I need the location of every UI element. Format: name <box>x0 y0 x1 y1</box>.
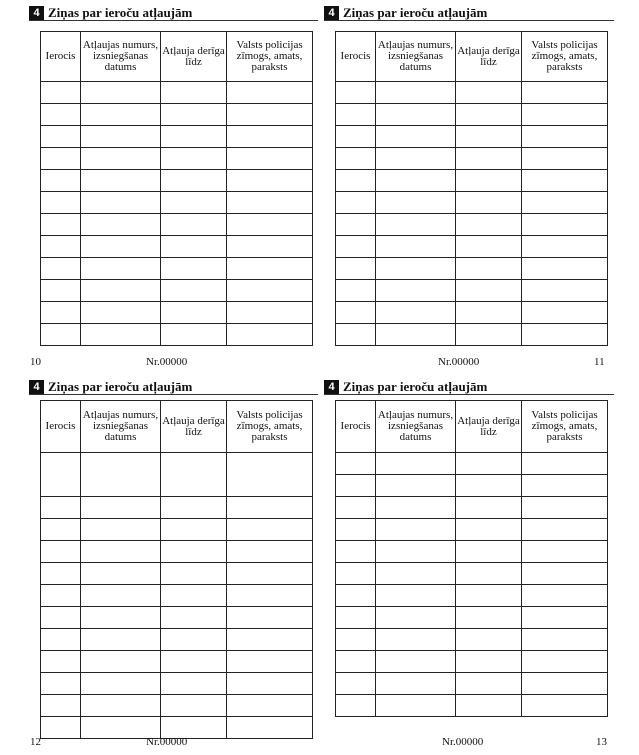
table-cell[interactable] <box>161 302 227 324</box>
table-cell[interactable] <box>227 563 313 585</box>
table-row <box>336 585 608 607</box>
table-cell[interactable] <box>376 192 456 214</box>
table-cell[interactable] <box>376 629 456 651</box>
table-cell[interactable] <box>227 214 313 236</box>
table-cell[interactable] <box>336 126 376 148</box>
table-cell[interactable] <box>376 541 456 563</box>
table-cell[interactable] <box>41 629 81 651</box>
table-cell[interactable] <box>161 585 227 607</box>
table-cell[interactable] <box>456 497 522 519</box>
table-row <box>41 629 313 651</box>
table-row <box>41 673 313 695</box>
table-cell[interactable] <box>522 192 608 214</box>
table-cell[interactable] <box>81 324 161 346</box>
table-cell[interactable] <box>522 629 608 651</box>
table-cell[interactable] <box>227 695 313 717</box>
table-cell[interactable] <box>41 170 81 192</box>
table-cell[interactable] <box>376 82 456 104</box>
table-cell[interactable] <box>161 236 227 258</box>
table-cell[interactable] <box>81 214 161 236</box>
col-weapon: Ierocis <box>336 32 376 82</box>
table-row <box>41 214 313 236</box>
table-cell[interactable] <box>456 585 522 607</box>
table-cell[interactable] <box>376 651 456 673</box>
table-cell[interactable] <box>456 148 522 170</box>
table-cell[interactable] <box>41 82 81 104</box>
table-cell[interactable] <box>336 453 376 475</box>
table-cell[interactable] <box>336 148 376 170</box>
serial-number: Nr.00000 <box>146 736 188 748</box>
table-cell[interactable] <box>41 280 81 302</box>
page-12 <box>29 380 319 750</box>
table-cell[interactable] <box>81 585 161 607</box>
table-cell[interactable] <box>161 214 227 236</box>
table-cell[interactable] <box>41 453 81 497</box>
table-cell[interactable] <box>376 324 456 346</box>
table-cell[interactable] <box>522 236 608 258</box>
permits-table <box>335 400 608 717</box>
table-cell[interactable] <box>81 563 161 585</box>
table-cell[interactable] <box>227 717 313 739</box>
table-cell[interactable] <box>376 673 456 695</box>
table-row <box>41 148 313 170</box>
table-cell[interactable] <box>376 126 456 148</box>
table-row <box>336 104 608 126</box>
table-cell[interactable] <box>81 148 161 170</box>
table-cell[interactable] <box>456 214 522 236</box>
table-cell[interactable] <box>336 519 376 541</box>
section-title: Ziņas par ieroču atļaujām <box>48 379 193 394</box>
table-row <box>336 673 608 695</box>
col-police-stamp: Valsts policijas zīmogs, amats, paraksts <box>227 401 313 453</box>
table-cell[interactable] <box>81 192 161 214</box>
table-cell[interactable] <box>522 585 608 607</box>
table-cell[interactable] <box>456 607 522 629</box>
table-cell[interactable] <box>376 563 456 585</box>
table-cell[interactable] <box>336 475 376 497</box>
table-cell[interactable] <box>376 453 456 475</box>
col-valid-until: Atļauja derīga līdz <box>161 401 227 453</box>
table-row <box>336 629 608 651</box>
section-header <box>324 380 614 395</box>
table-header-row <box>336 32 608 82</box>
table-cell[interactable] <box>81 695 161 717</box>
table-cell[interactable] <box>456 453 522 475</box>
col-police-stamp: Valsts policijas zīmogs, amats, paraksts <box>227 32 313 82</box>
table-row <box>336 280 608 302</box>
table-cell[interactable] <box>336 82 376 104</box>
table-cell[interactable] <box>376 695 456 717</box>
table-cell[interactable] <box>456 170 522 192</box>
col-weapon: Ierocis <box>41 32 81 82</box>
table-cell[interactable] <box>522 497 608 519</box>
table-cell[interactable] <box>81 673 161 695</box>
table-cell[interactable] <box>456 695 522 717</box>
table-cell[interactable] <box>227 324 313 346</box>
table-cell[interactable] <box>376 475 456 497</box>
table-row <box>41 651 313 673</box>
table-cell[interactable] <box>336 585 376 607</box>
table-cell[interactable] <box>41 148 81 170</box>
table-cell[interactable] <box>81 170 161 192</box>
page-number: 10 <box>30 356 41 368</box>
table-row <box>41 519 313 541</box>
col-valid-until: Atļauja derīga līdz <box>456 401 522 453</box>
table-cell[interactable] <box>336 607 376 629</box>
table-cell[interactable] <box>336 629 376 651</box>
table-cell[interactable] <box>81 302 161 324</box>
table-cell[interactable] <box>456 563 522 585</box>
col-permit-number-date: Atļaujas numurs, izsniegšanas datums <box>376 401 456 453</box>
table-cell[interactable] <box>81 104 161 126</box>
table-cell[interactable] <box>376 104 456 126</box>
table-cell[interactable] <box>522 695 608 717</box>
table-cell[interactable] <box>161 126 227 148</box>
col-weapon: Ierocis <box>41 401 81 453</box>
table-cell[interactable] <box>161 497 227 519</box>
table-cell[interactable] <box>227 258 313 280</box>
table-cell[interactable] <box>41 717 81 739</box>
table-cell[interactable] <box>41 258 81 280</box>
table-cell[interactable] <box>81 126 161 148</box>
table-cell[interactable] <box>81 651 161 673</box>
col-valid-until: Atļauja derīga līdz <box>161 32 227 82</box>
table-cell[interactable] <box>456 280 522 302</box>
table-cell[interactable] <box>336 695 376 717</box>
table-header-row <box>41 401 313 453</box>
col-weapon: Ierocis <box>336 401 376 453</box>
table-cell[interactable] <box>161 695 227 717</box>
table-cell[interactable] <box>456 258 522 280</box>
table-cell[interactable] <box>456 475 522 497</box>
table-cell[interactable] <box>522 170 608 192</box>
table-row <box>41 170 313 192</box>
table-cell[interactable] <box>161 519 227 541</box>
table-cell[interactable] <box>376 236 456 258</box>
table-cell[interactable] <box>161 324 227 346</box>
table-row <box>336 302 608 324</box>
table-cell[interactable] <box>227 236 313 258</box>
permits-table <box>40 31 313 346</box>
section-title: Ziņas par ieroču atļaujām <box>343 5 488 20</box>
table-header-row <box>336 401 608 453</box>
table-cell[interactable] <box>161 563 227 585</box>
table-cell[interactable] <box>161 607 227 629</box>
table-row <box>336 258 608 280</box>
table-row <box>336 497 608 519</box>
table-row <box>41 302 313 324</box>
table-cell[interactable] <box>456 519 522 541</box>
section-number: 4 <box>324 380 339 394</box>
table-row <box>336 607 608 629</box>
table-cell[interactable] <box>522 563 608 585</box>
page-11 <box>324 6 614 366</box>
table-row <box>336 563 608 585</box>
table-cell[interactable] <box>41 651 81 673</box>
table-cell[interactable] <box>336 541 376 563</box>
table-row <box>41 541 313 563</box>
table-cell[interactable] <box>522 519 608 541</box>
serial-number: Nr.00000 <box>438 356 480 368</box>
table-cell[interactable] <box>376 280 456 302</box>
permits-table <box>335 31 608 346</box>
col-police-stamp: Valsts policijas zīmogs, amats, paraksts <box>522 32 608 82</box>
table-cell[interactable] <box>336 302 376 324</box>
table-cell[interactable] <box>522 302 608 324</box>
table-cell[interactable] <box>336 651 376 673</box>
table-cell[interactable] <box>456 126 522 148</box>
table-row <box>41 126 313 148</box>
table-cell[interactable] <box>41 104 81 126</box>
table-cell[interactable] <box>522 541 608 563</box>
table-cell[interactable] <box>227 148 313 170</box>
table-cell[interactable] <box>522 280 608 302</box>
table-cell[interactable] <box>41 324 81 346</box>
page-number: 11 <box>594 356 605 368</box>
table-cell[interactable] <box>227 302 313 324</box>
table-cell[interactable] <box>161 192 227 214</box>
table-cell[interactable] <box>522 453 608 475</box>
table-row <box>41 585 313 607</box>
table-cell[interactable] <box>41 192 81 214</box>
table-cell[interactable] <box>522 258 608 280</box>
table-row <box>336 519 608 541</box>
table-cell[interactable] <box>456 82 522 104</box>
table-row <box>336 475 608 497</box>
table-cell[interactable] <box>456 673 522 695</box>
page-number: 13 <box>596 736 607 748</box>
table-cell[interactable] <box>161 148 227 170</box>
table-cell[interactable] <box>227 629 313 651</box>
table-cell[interactable] <box>336 214 376 236</box>
table-cell[interactable] <box>227 453 313 497</box>
col-permit-number-date: Atļaujas numurs, izsniegšanas datums <box>81 32 161 82</box>
table-cell[interactable] <box>81 82 161 104</box>
table-row <box>336 453 608 475</box>
table-row <box>336 170 608 192</box>
col-permit-number-date: Atļaujas numurs, izsniegšanas datums <box>81 401 161 453</box>
table-cell[interactable] <box>376 585 456 607</box>
table-row <box>336 82 608 104</box>
section-header <box>29 6 318 21</box>
table-row <box>41 497 313 519</box>
table-cell[interactable] <box>522 104 608 126</box>
table-cell[interactable] <box>376 258 456 280</box>
table-header-row <box>41 32 313 82</box>
table-row <box>336 126 608 148</box>
section-title: Ziņas par ieroču atļaujām <box>48 5 193 20</box>
table-cell[interactable] <box>456 236 522 258</box>
table-cell[interactable] <box>522 673 608 695</box>
col-permit-number-date: Atļaujas numurs, izsniegšanas datums <box>376 32 456 82</box>
table-cell[interactable] <box>336 192 376 214</box>
page-number: 12 <box>30 736 41 748</box>
table-cell[interactable] <box>161 82 227 104</box>
table-cell[interactable] <box>161 541 227 563</box>
table-row <box>41 607 313 629</box>
table-cell[interactable] <box>456 324 522 346</box>
table-cell[interactable] <box>336 170 376 192</box>
table-row <box>336 651 608 673</box>
table-cell[interactable] <box>336 258 376 280</box>
table-cell[interactable] <box>227 519 313 541</box>
table-cell[interactable] <box>522 214 608 236</box>
table-cell[interactable] <box>376 148 456 170</box>
table-cell[interactable] <box>81 629 161 651</box>
table-cell[interactable] <box>41 673 81 695</box>
table-row <box>41 236 313 258</box>
table-cell[interactable] <box>161 453 227 497</box>
table-cell[interactable] <box>161 104 227 126</box>
col-valid-until: Atļauja derīga līdz <box>456 32 522 82</box>
table-cell[interactable] <box>41 214 81 236</box>
table-cell[interactable] <box>227 192 313 214</box>
table-row <box>41 453 313 497</box>
table-row <box>336 214 608 236</box>
table-cell[interactable] <box>227 585 313 607</box>
table-row <box>41 82 313 104</box>
table-cell[interactable] <box>376 519 456 541</box>
table-cell[interactable] <box>161 280 227 302</box>
section-number: 4 <box>29 380 44 394</box>
table-cell[interactable] <box>81 541 161 563</box>
table-row <box>41 192 313 214</box>
section-title: Ziņas par ieroču atļaujām <box>343 379 488 394</box>
table-cell[interactable] <box>81 497 161 519</box>
section-number: 4 <box>324 6 339 20</box>
table-cell[interactable] <box>227 541 313 563</box>
table-cell[interactable] <box>227 607 313 629</box>
page-10 <box>29 6 319 366</box>
table-cell[interactable] <box>456 302 522 324</box>
table-cell[interactable] <box>161 170 227 192</box>
table-cell[interactable] <box>161 258 227 280</box>
table-cell[interactable] <box>41 236 81 258</box>
table-row <box>336 695 608 717</box>
table-cell[interactable] <box>336 563 376 585</box>
table-cell[interactable] <box>522 651 608 673</box>
table-cell[interactable] <box>81 453 161 497</box>
table-cell[interactable] <box>161 651 227 673</box>
table-cell[interactable] <box>336 236 376 258</box>
table-row <box>41 324 313 346</box>
section-number: 4 <box>29 6 44 20</box>
table-cell[interactable] <box>456 104 522 126</box>
table-cell[interactable] <box>41 302 81 324</box>
table-cell[interactable] <box>336 324 376 346</box>
table-cell[interactable] <box>41 519 81 541</box>
table-cell[interactable] <box>376 497 456 519</box>
table-cell[interactable] <box>41 126 81 148</box>
table-cell[interactable] <box>522 607 608 629</box>
table-cell[interactable] <box>227 280 313 302</box>
table-cell[interactable] <box>522 324 608 346</box>
table-row <box>336 192 608 214</box>
table-cell[interactable] <box>336 280 376 302</box>
table-cell[interactable] <box>227 651 313 673</box>
table-cell[interactable] <box>41 497 81 519</box>
table-cell[interactable] <box>227 126 313 148</box>
table-cell[interactable] <box>161 673 227 695</box>
table-cell[interactable] <box>376 170 456 192</box>
table-cell[interactable] <box>41 607 81 629</box>
table-row <box>41 258 313 280</box>
table-cell[interactable] <box>456 192 522 214</box>
table-row <box>336 541 608 563</box>
table-cell[interactable] <box>336 104 376 126</box>
section-header <box>29 380 318 395</box>
table-cell[interactable] <box>227 170 313 192</box>
table-row <box>336 324 608 346</box>
table-cell[interactable] <box>522 126 608 148</box>
table-cell[interactable] <box>81 607 161 629</box>
table-cell[interactable] <box>81 236 161 258</box>
table-row <box>41 563 313 585</box>
table-cell[interactable] <box>81 258 161 280</box>
col-police-stamp: Valsts policijas zīmogs, amats, paraksts <box>522 401 608 453</box>
table-row <box>336 148 608 170</box>
section-header <box>324 6 614 21</box>
table-cell[interactable] <box>336 497 376 519</box>
table-cell[interactable] <box>376 302 456 324</box>
table-cell[interactable] <box>41 563 81 585</box>
table-cell[interactable] <box>456 541 522 563</box>
table-row <box>41 695 313 717</box>
table-row <box>336 236 608 258</box>
table-cell[interactable] <box>456 629 522 651</box>
serial-number: Nr.00000 <box>146 356 188 368</box>
table-cell[interactable] <box>227 673 313 695</box>
table-cell[interactable] <box>522 475 608 497</box>
table-cell[interactable] <box>336 673 376 695</box>
table-cell[interactable] <box>161 629 227 651</box>
table-cell[interactable] <box>376 607 456 629</box>
serial-number: Nr.00000 <box>442 736 484 748</box>
table-row <box>41 104 313 126</box>
table-cell[interactable] <box>81 519 161 541</box>
permits-table <box>40 400 313 739</box>
table-cell[interactable] <box>41 585 81 607</box>
table-cell[interactable] <box>456 651 522 673</box>
page-13 <box>324 380 614 750</box>
table-cell[interactable] <box>227 82 313 104</box>
table-cell[interactable] <box>522 148 608 170</box>
table-cell[interactable] <box>227 497 313 519</box>
table-cell[interactable] <box>227 104 313 126</box>
table-cell[interactable] <box>522 82 608 104</box>
table-cell[interactable] <box>376 214 456 236</box>
table-cell[interactable] <box>81 280 161 302</box>
table-row <box>41 280 313 302</box>
table-cell[interactable] <box>41 541 81 563</box>
table-cell[interactable] <box>41 695 81 717</box>
